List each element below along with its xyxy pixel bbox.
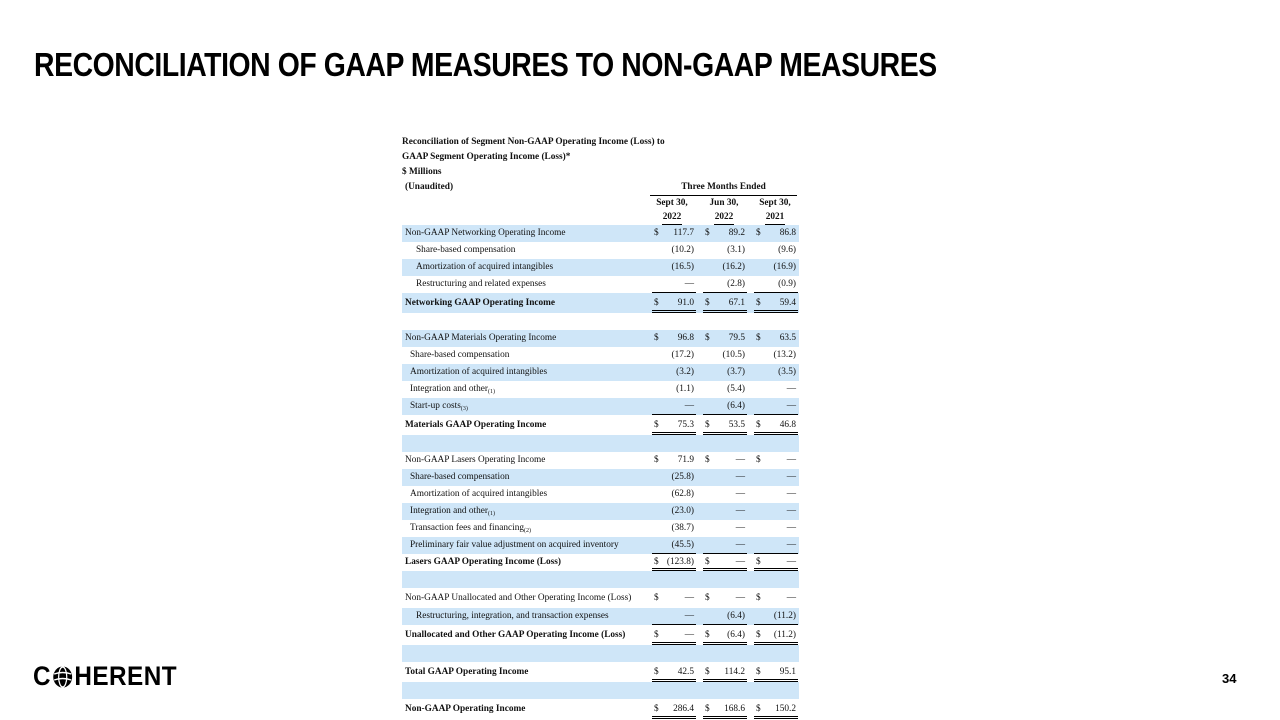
table-row: Amortization of acquired intangibles (3.2) (3.7) (3.5) xyxy=(402,364,799,381)
logo-wordmark: HERENT xyxy=(74,661,178,691)
table-row-total: Total GAAP Operating Income $ 42.5 $ 114.2 $ 95.1 xyxy=(402,662,799,682)
page-number: 34 xyxy=(1222,671,1237,686)
table-row: Non-GAAP Materials Operating Income $ 96.8 $ 79.5 $ 63.5 xyxy=(402,330,799,347)
table-spacer xyxy=(402,645,799,662)
table-row: Preliminary fair value adjustment on acquired inventory (45.5) — — xyxy=(402,537,799,554)
footnote-ref: (1) xyxy=(487,511,495,517)
table-row: Share-based compensation (10.2) (3.1) (9.6) xyxy=(416,245,796,255)
table-title-line: GAAP Segment Operating Income (Loss)* xyxy=(402,152,571,162)
table-row: Transaction fees and financing$_{(2)}$ (38.7) — — xyxy=(410,523,796,534)
unaudited-label: (Unaudited) xyxy=(405,182,454,192)
table-row-total: Lasers GAAP Operating Income (Loss) $ (123.8) $ — $ — xyxy=(402,554,799,571)
column-headers xyxy=(402,195,799,225)
table-row: Integration and other$_{(1)}$ (1.1) (5.4) — xyxy=(410,384,796,395)
table-row: Amortization of acquired intangibles (16.5) (16.2) (16.9) xyxy=(402,259,799,276)
table-row: Amortization of acquired intangibles (62.8) — — xyxy=(410,489,796,499)
table-spacer xyxy=(402,313,799,330)
table-row: Integration and other$_{(1)}$ (23.0) — — xyxy=(402,503,799,520)
logo-letter-c: C xyxy=(33,661,51,691)
coherent-logo xyxy=(33,661,177,692)
table-row-total: Non-GAAP Operating Income $ 286.4 $ 168.6 $ 150.2 xyxy=(402,699,799,719)
table-row-total: Materials GAAP Operating Income $ 75.3 $ 53.5 $ 46.8 xyxy=(402,415,799,435)
table-row: Restructuring, integration, and transaction expenses — (6.4) (11.2) xyxy=(402,608,799,625)
slide-title: RECONCILIATION OF GAAP MEASURES TO NON-GAAP MEASURES xyxy=(34,46,937,83)
table-title-line: Reconciliation of Segment Non-GAAP Operating Income (Loss) to xyxy=(402,137,665,147)
column-header-sept-2022: Sept 30, 2022 xyxy=(650,196,694,225)
table-spacer xyxy=(402,571,799,588)
table-row: Share-based compensation (17.2) (10.5) (13.2) xyxy=(410,350,796,360)
column-header-sept-2021: Sept 30, 2021 xyxy=(753,196,797,225)
footnote-ref: (1) xyxy=(487,389,495,395)
table-row-total: Unallocated and Other GAAP Operating Income (Loss) $ — $ (6.4) $ (11.2) xyxy=(402,625,799,645)
table-row: Start-up costs$_{(3)}$ — (6.4) — xyxy=(402,398,799,415)
table-row: Share-based compensation (25.8) — — xyxy=(402,469,799,486)
table-spacer xyxy=(402,435,799,452)
column-header-jun-2022: Jun 30, 2022 xyxy=(702,196,746,225)
footnote-ref: (3) xyxy=(460,406,468,412)
table-units: $ Millions xyxy=(402,167,442,177)
globe-icon xyxy=(52,665,74,689)
table-spacer xyxy=(402,682,799,699)
table-row: Non-GAAP Lasers Operating Income $ 71.9 $ — $ — xyxy=(405,455,796,465)
table-header-row xyxy=(402,180,799,195)
reconciliation-table xyxy=(402,135,799,719)
table-row: Non-GAAP Networking Operating Income $ 117.7 $ 89.2 $ 86.8 xyxy=(402,225,799,242)
period-header: Three Months Ended xyxy=(650,180,797,196)
table-row: Non-GAAP Unallocated and Other Operating Income (Loss) $ — $ — $ — xyxy=(405,593,796,603)
footnote-ref: (2) xyxy=(524,528,532,534)
table-row-total: Networking GAAP Operating Income $ 91.0 $ 67.1 $ 59.4 xyxy=(402,293,799,313)
table-row: Restructuring and related expenses — (2.8) (0.9) xyxy=(402,276,799,293)
